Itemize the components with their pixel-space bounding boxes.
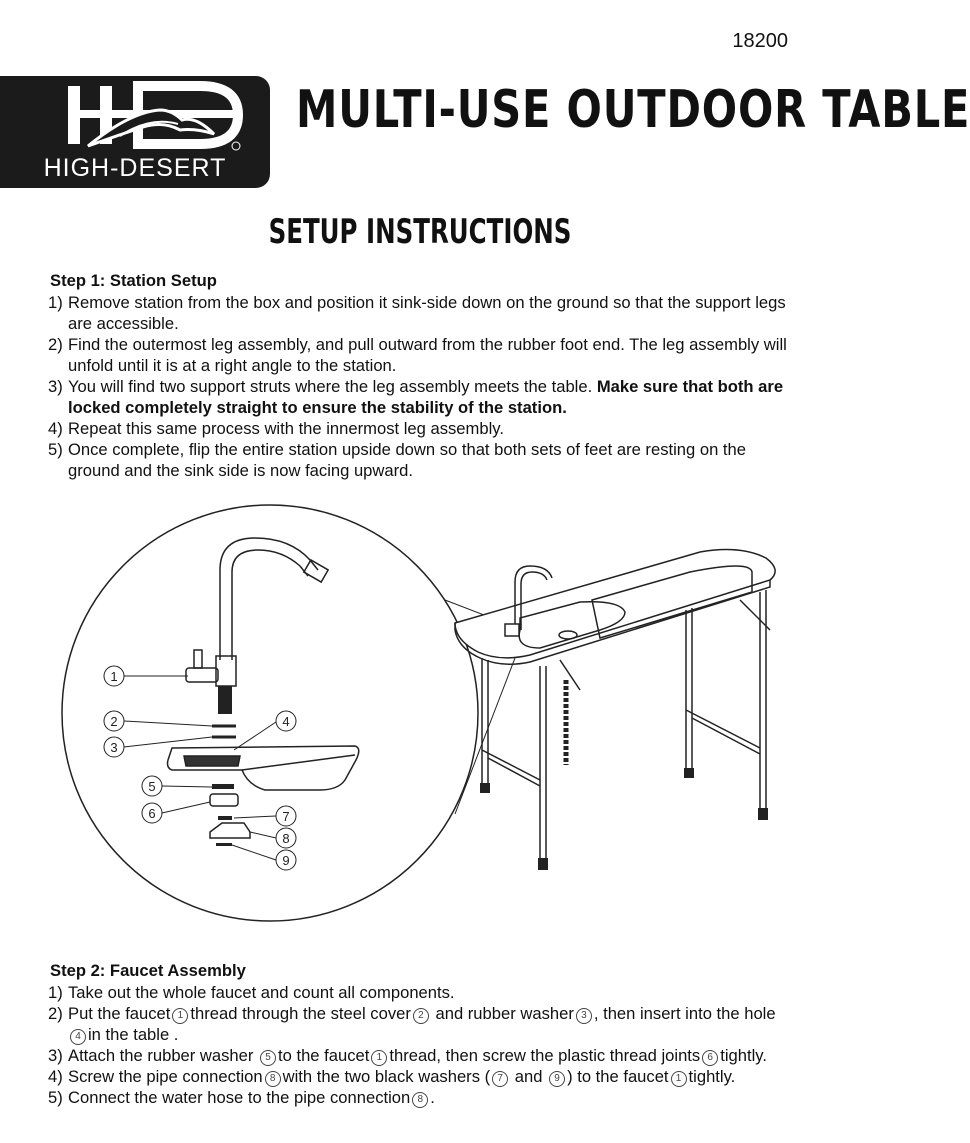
part-ref: 9 bbox=[549, 1071, 565, 1087]
callout-4: 4 bbox=[282, 714, 290, 729]
callout-8: 8 bbox=[282, 831, 290, 846]
model-number: 18200 bbox=[732, 30, 788, 52]
list-item: 3) You will find two support struts where the leg assembly meets the table. Make sure that both are locked completely straight to ensure the stability of the station. bbox=[48, 377, 784, 417]
part-ref: 2 bbox=[413, 1008, 429, 1024]
section-title: SETUP INSTRUCTIONS bbox=[268, 212, 572, 252]
callout-6: 6 bbox=[148, 806, 156, 821]
table-section bbox=[168, 746, 359, 790]
zoom-circle bbox=[62, 505, 478, 921]
product-title: MULTI-USE OUTDOOR TABLE bbox=[296, 80, 970, 140]
part-ref: 1 bbox=[671, 1071, 687, 1087]
outdoor-table-icon bbox=[455, 550, 775, 860]
washer-9 bbox=[216, 843, 232, 846]
part-ref: 1 bbox=[371, 1050, 387, 1066]
callout-2: 2 bbox=[110, 714, 118, 729]
pipe-connection-8 bbox=[210, 823, 250, 838]
step-2-section bbox=[50, 960, 792, 1108]
brand-logo bbox=[0, 76, 270, 188]
callout-9: 9 bbox=[282, 853, 290, 868]
faucet-assembly-diagram bbox=[0, 480, 808, 950]
brand-name: HIGH-DESERT bbox=[43, 154, 227, 182]
list-item: 4) Repeat this same process with the innermost leg assembly. bbox=[48, 419, 504, 438]
step-2-list bbox=[50, 982, 792, 1108]
step-1-heading: Step 1: Station Setup bbox=[50, 271, 217, 290]
part-ref: 8 bbox=[265, 1071, 281, 1087]
step-1-section bbox=[50, 270, 792, 481]
step-2-heading: Step 2: Faucet Assembly bbox=[50, 961, 246, 980]
table-feet bbox=[480, 768, 768, 870]
part-ref: 8 bbox=[412, 1092, 428, 1108]
part-ref: 1 bbox=[172, 1008, 188, 1024]
faucet-icon bbox=[186, 538, 328, 686]
list-item: 1) Remove station from the box and position it sink-side down on the ground so that the support legs are accessible. bbox=[48, 293, 786, 333]
washer-5 bbox=[212, 784, 234, 789]
list-item: 4) Screw the pipe connection 8 with the two black washers ( 7 and 9 ) to the faucet 1 tightly. bbox=[48, 1067, 736, 1086]
part-ref: 5 bbox=[260, 1050, 276, 1066]
callout-7: 7 bbox=[282, 809, 290, 824]
part-ref: 4 bbox=[70, 1029, 86, 1045]
callout-5: 5 bbox=[148, 779, 156, 794]
washer-7 bbox=[218, 816, 232, 820]
list-item: 3) Attach the rubber washer 5 to the faucet 1 thread, then screw the plastic thread joints 6 tightly. bbox=[48, 1046, 767, 1065]
callout-3: 3 bbox=[110, 740, 118, 755]
list-item: 2) Put the faucet 1 thread through the steel cover 2 and rubber washer 3 , then insert into the hole4 in the table . bbox=[48, 1004, 776, 1044]
list-item: 2) Find the outermost leg assembly, and pull outward from the rubber foot end. The leg assembly will unfold until it is at a right angle to the station. bbox=[48, 335, 787, 375]
callout-1: 1 bbox=[110, 669, 118, 684]
faucet-thread bbox=[218, 686, 232, 714]
step-1-list bbox=[50, 292, 792, 481]
list-item: 5) Once complete, flip the entire station upside down so that both sets of feet are resting on the ground and the sink side is now facing upward. bbox=[48, 440, 746, 480]
list-item: 5) Connect the water hose to the pipe connection 8 . bbox=[48, 1088, 435, 1107]
part-ref: 3 bbox=[576, 1008, 592, 1024]
thread-joint-6 bbox=[210, 794, 238, 806]
part-ref: 6 bbox=[702, 1050, 718, 1066]
list-item: 1) Take out the whole faucet and count all components. bbox=[48, 983, 455, 1002]
part-ref: 7 bbox=[492, 1071, 508, 1087]
